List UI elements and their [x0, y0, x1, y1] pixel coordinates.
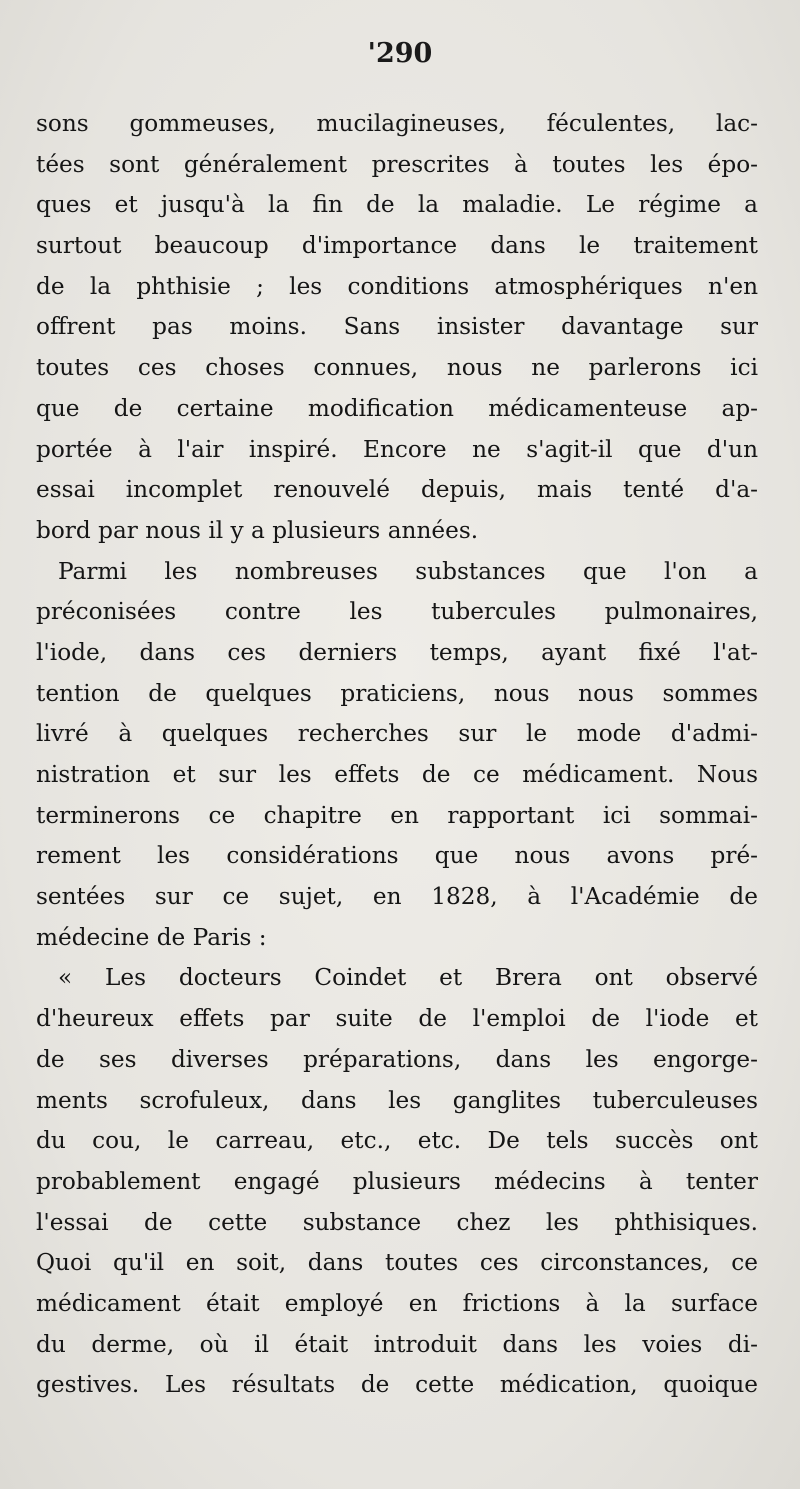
- text-line: préconisées contre les tubercules pulmonaires,: [36, 598, 758, 626]
- text-line: du derme, où il était introduit dans les voies di-: [36, 1330, 758, 1358]
- text-line: l'iode, dans ces derniers temps, ayant fixé l'at-: [36, 638, 758, 666]
- text-line: médicament était employé en frictions à la surface: [36, 1289, 758, 1317]
- text-line: bord par nous il y a plusieurs années.: [36, 516, 479, 544]
- text-line: nistration et sur les effets de ce médicament. Nous: [36, 761, 758, 788]
- text-line: livré à quelques recherches sur le mode d'admi-: [36, 720, 758, 748]
- text-line: essai incomplet renouvelé depuis, mais tenté d'a-: [36, 476, 758, 504]
- text-line: toutes ces choses connues, nous ne parlerons ici: [36, 354, 758, 382]
- text-line: sons gommeuses, mucilagineuses, féculentes, lac-: [36, 110, 758, 137]
- text-line: Quoi qu'il en soit, dans toutes ces circonstances, ce: [36, 1249, 758, 1277]
- text-line: ments scrofuleux, dans les ganglites tuberculeuses: [36, 1086, 758, 1114]
- text-line: gestives. Les résultats de cette médication, quoique: [36, 1371, 758, 1399]
- text-line: portée à l'air inspiré. Encore ne s'agit-il que d'un: [36, 435, 758, 463]
- text-line: tées sont généralement prescrites à toutes les épo-: [36, 150, 758, 178]
- text-line: surtout beaucoup d'importance dans le traitement: [36, 232, 758, 260]
- text-line: l'essai de cette substance chez les phthisiques.: [36, 1208, 758, 1236]
- text-line: offrent pas moins. Sans insister davantage sur: [36, 313, 758, 341]
- text-line: Parmi les nombreuses substances que l'on a: [58, 557, 758, 585]
- text-line: terminerons ce chapitre en rapportant ici sommai-: [36, 801, 758, 829]
- text-line: sentées sur ce sujet, en 1828, à l'Académie de: [36, 883, 758, 911]
- text-line: probablement engagé plusieurs médecins à tenter: [36, 1167, 758, 1195]
- text-line: du cou, le carreau, etc., etc. De tels succès ont: [36, 1127, 758, 1155]
- page-number: '290: [367, 38, 433, 69]
- text-line: « Les docteurs Coindet et Brera ont observé: [58, 964, 758, 992]
- text-line: médecine de Paris :: [36, 923, 267, 951]
- text-line: d'heureux effets par suite de l'emploi de l'iode et: [36, 1005, 758, 1033]
- text-line: rement les considérations que nous avons pré-: [36, 842, 758, 870]
- body-text: [36, 104, 758, 1406]
- text-line: de la phthisie ; les conditions atmosphériques n'en: [36, 272, 758, 300]
- text-line: ques et jusqu'à la fin de la maladie. Le régime a: [36, 191, 758, 219]
- text-line: que de certaine modification médicamenteuse ap-: [36, 394, 758, 422]
- text-line: de ses diverses préparations, dans les engorge-: [36, 1045, 758, 1073]
- text-line: tention de quelques praticiens, nous nous sommes: [36, 679, 758, 707]
